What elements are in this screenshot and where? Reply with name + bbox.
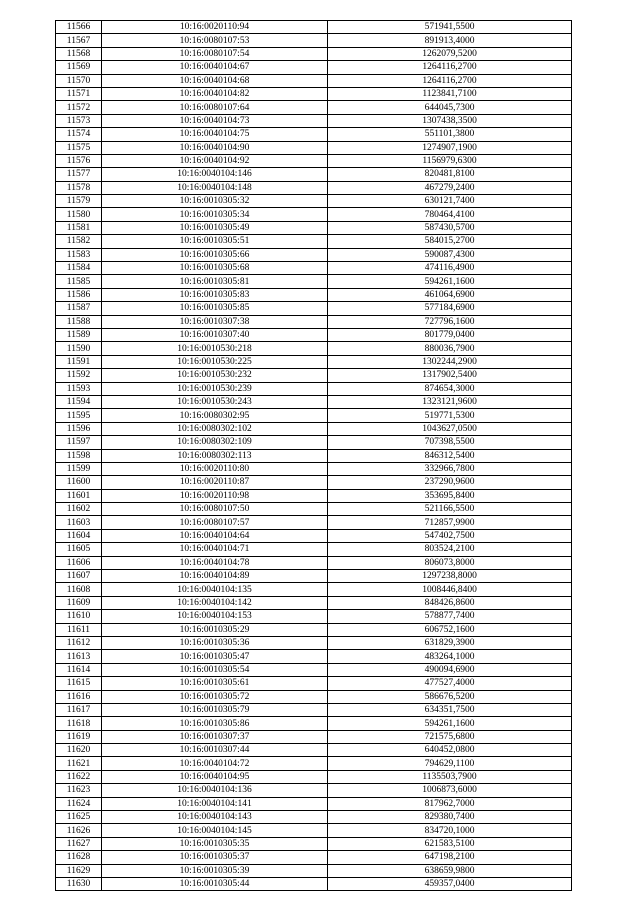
row-number-cell: 11605 [56, 543, 102, 556]
cadastral-number-cell: 10:16:0040104:90 [102, 141, 328, 154]
table-row [56, 462, 572, 475]
cadastral-number-cell: 10:16:0010307:37 [102, 730, 328, 743]
table-row [56, 21, 572, 34]
value-cell: 834720,1000 [328, 824, 572, 837]
row-number-cell: 11613 [56, 650, 102, 663]
table-row [56, 101, 572, 114]
table-row [56, 623, 572, 636]
table-row [56, 556, 572, 569]
cadastral-number-cell: 10:16:0040104:71 [102, 543, 328, 556]
cadastral-number-cell: 10:16:0020110:87 [102, 476, 328, 489]
row-number-cell: 11598 [56, 449, 102, 462]
cadastral-number-cell: 10:16:0010305:68 [102, 262, 328, 275]
table-row [56, 262, 572, 275]
value-cell: 794629,1100 [328, 757, 572, 770]
value-cell: 606752,1600 [328, 623, 572, 636]
table-row [56, 784, 572, 797]
row-number-cell: 11583 [56, 248, 102, 261]
cadastral-number-cell: 10:16:0040104:135 [102, 583, 328, 596]
row-number-cell: 11596 [56, 422, 102, 435]
row-number-cell: 11580 [56, 208, 102, 221]
row-number-cell: 11584 [56, 262, 102, 275]
value-cell: 474116,4900 [328, 262, 572, 275]
table-row [56, 409, 572, 422]
value-cell: 874654,3000 [328, 382, 572, 395]
value-cell: 846312,5400 [328, 449, 572, 462]
table-row [56, 355, 572, 368]
row-number-cell: 11606 [56, 556, 102, 569]
row-number-cell: 11611 [56, 623, 102, 636]
table-row [56, 811, 572, 824]
value-cell: 483264,1000 [328, 650, 572, 663]
row-number-cell: 11628 [56, 851, 102, 864]
cadastral-number-cell: 10:16:0010305:61 [102, 677, 328, 690]
table-row [56, 449, 572, 462]
value-cell: 1008446,8400 [328, 583, 572, 596]
table-row [56, 851, 572, 864]
row-number-cell: 11577 [56, 168, 102, 181]
row-number-cell: 11623 [56, 784, 102, 797]
value-cell: 891913,4000 [328, 34, 572, 47]
row-number-cell: 11618 [56, 717, 102, 730]
value-cell: 634351,7500 [328, 703, 572, 716]
value-cell: 817962,7000 [328, 797, 572, 810]
value-cell: 630121,7400 [328, 195, 572, 208]
cadastral-number-cell: 10:16:0080107:54 [102, 47, 328, 60]
data-table [55, 20, 572, 891]
row-number-cell: 11622 [56, 770, 102, 783]
row-number-cell: 11566 [56, 21, 102, 34]
value-cell: 1274907,1900 [328, 141, 572, 154]
value-cell: 631829,3900 [328, 636, 572, 649]
cadastral-number-cell: 10:16:0010307:40 [102, 328, 328, 341]
row-number-cell: 11626 [56, 824, 102, 837]
row-number-cell: 11625 [56, 811, 102, 824]
row-number-cell: 11621 [56, 757, 102, 770]
value-cell: 647198,2100 [328, 851, 572, 864]
table-row [56, 503, 572, 516]
table-row [56, 489, 572, 502]
row-number-cell: 11579 [56, 195, 102, 208]
row-number-cell: 11597 [56, 436, 102, 449]
table-row [56, 74, 572, 87]
cadastral-number-cell: 10:16:0040104:67 [102, 61, 328, 74]
row-number-cell: 11581 [56, 221, 102, 234]
row-number-cell: 11569 [56, 61, 102, 74]
table-row [56, 878, 572, 891]
table-row [56, 235, 572, 248]
value-cell: 467279,2400 [328, 181, 572, 194]
value-cell: 1156979,6300 [328, 154, 572, 167]
value-cell: 590087,4300 [328, 248, 572, 261]
cadastral-number-cell: 10:16:0010305:85 [102, 302, 328, 315]
value-cell: 587430,5700 [328, 221, 572, 234]
value-cell: 461064,6900 [328, 288, 572, 301]
value-cell: 880036,7900 [328, 342, 572, 355]
row-number-cell: 11568 [56, 47, 102, 60]
value-cell: 490094,6900 [328, 663, 572, 676]
value-cell: 644045,7300 [328, 101, 572, 114]
table-row [56, 181, 572, 194]
table-row [56, 195, 572, 208]
cadastral-number-cell: 10:16:0010305:83 [102, 288, 328, 301]
value-cell: 332966,7800 [328, 462, 572, 475]
row-number-cell: 11575 [56, 141, 102, 154]
row-number-cell: 11572 [56, 101, 102, 114]
row-number-cell: 11608 [56, 583, 102, 596]
table-row [56, 168, 572, 181]
row-number-cell: 11619 [56, 730, 102, 743]
row-number-cell: 11604 [56, 529, 102, 542]
row-number-cell: 11614 [56, 663, 102, 676]
row-number-cell: 11609 [56, 596, 102, 609]
cadastral-number-cell: 10:16:0040104:64 [102, 529, 328, 542]
value-cell: 1317902,5400 [328, 369, 572, 382]
value-cell: 459357,0400 [328, 878, 572, 891]
table-row [56, 154, 572, 167]
value-cell: 353695,8400 [328, 489, 572, 502]
table-row [56, 208, 572, 221]
table-body [56, 21, 572, 891]
row-number-cell: 11587 [56, 302, 102, 315]
table-row [56, 663, 572, 676]
value-cell: 801779,0400 [328, 328, 572, 341]
value-cell: 1302244,2900 [328, 355, 572, 368]
cadastral-number-cell: 10:16:0010305:54 [102, 663, 328, 676]
row-number-cell: 11594 [56, 395, 102, 408]
row-number-cell: 11615 [56, 677, 102, 690]
cadastral-number-cell: 10:16:0080107:64 [102, 101, 328, 114]
cadastral-number-cell: 10:16:0040104:143 [102, 811, 328, 824]
table-row [56, 570, 572, 583]
value-cell: 638659,9800 [328, 864, 572, 877]
table-row [56, 315, 572, 328]
value-cell: 1043627,0500 [328, 422, 572, 435]
row-number-cell: 11590 [56, 342, 102, 355]
row-number-cell: 11624 [56, 797, 102, 810]
cadastral-number-cell: 10:16:0080107:57 [102, 516, 328, 529]
table-row [56, 395, 572, 408]
cadastral-number-cell: 10:16:0080302:102 [102, 422, 328, 435]
value-cell: 594261,1600 [328, 717, 572, 730]
table-row [56, 302, 572, 315]
cadastral-number-cell: 10:16:0010305:72 [102, 690, 328, 703]
value-cell: 594261,1600 [328, 275, 572, 288]
cadastral-number-cell: 10:16:0080107:53 [102, 34, 328, 47]
cadastral-number-cell: 10:16:0080107:50 [102, 503, 328, 516]
cadastral-number-cell: 10:16:0010305:29 [102, 623, 328, 636]
cadastral-number-cell: 10:16:0010305:81 [102, 275, 328, 288]
table-row [56, 757, 572, 770]
table-row [56, 382, 572, 395]
row-number-cell: 11627 [56, 837, 102, 850]
table-row [56, 744, 572, 757]
cadastral-number-cell: 10:16:0010305:79 [102, 703, 328, 716]
row-number-cell: 11582 [56, 235, 102, 248]
cadastral-number-cell: 10:16:0040104:73 [102, 114, 328, 127]
cadastral-number-cell: 10:16:0040104:68 [102, 74, 328, 87]
cadastral-number-cell: 10:16:0040104:146 [102, 168, 328, 181]
cadastral-number-cell: 10:16:0040104:72 [102, 757, 328, 770]
cadastral-number-cell: 10:16:0010530:232 [102, 369, 328, 382]
table-row [56, 730, 572, 743]
value-cell: 237290,9600 [328, 476, 572, 489]
value-cell: 577184,6900 [328, 302, 572, 315]
table-row [56, 288, 572, 301]
table-row [56, 837, 572, 850]
table-row [56, 436, 572, 449]
cadastral-number-cell: 10:16:0040104:145 [102, 824, 328, 837]
cadastral-number-cell: 10:16:0040104:95 [102, 770, 328, 783]
value-cell: 521166,5500 [328, 503, 572, 516]
value-cell: 578877,7400 [328, 610, 572, 623]
row-number-cell: 11620 [56, 744, 102, 757]
table-row [56, 516, 572, 529]
value-cell: 820481,8100 [328, 168, 572, 181]
cadastral-number-cell: 10:16:0010530:243 [102, 395, 328, 408]
row-number-cell: 11574 [56, 128, 102, 141]
table-row [56, 650, 572, 663]
value-cell: 519771,5300 [328, 409, 572, 422]
cadastral-number-cell: 10:16:0040104:142 [102, 596, 328, 609]
row-number-cell: 11612 [56, 636, 102, 649]
value-cell: 727796,1600 [328, 315, 572, 328]
cadastral-number-cell: 10:16:0010305:34 [102, 208, 328, 221]
cadastral-number-cell: 10:16:0010307:44 [102, 744, 328, 757]
value-cell: 1323121,9600 [328, 395, 572, 408]
cadastral-number-cell: 10:16:0010307:38 [102, 315, 328, 328]
cadastral-number-cell: 10:16:0040104:136 [102, 784, 328, 797]
table-row [56, 114, 572, 127]
value-cell: 1264116,2700 [328, 61, 572, 74]
cadastral-number-cell: 10:16:0040104:92 [102, 154, 328, 167]
table-row [56, 797, 572, 810]
cadastral-number-cell: 10:16:0010305:66 [102, 248, 328, 261]
table-row [56, 583, 572, 596]
table-row [56, 128, 572, 141]
value-cell: 1135503,7900 [328, 770, 572, 783]
value-cell: 1297238,8000 [328, 570, 572, 583]
table-row [56, 369, 572, 382]
value-cell: 1123841,7100 [328, 87, 572, 100]
value-cell: 1264116,2700 [328, 74, 572, 87]
row-number-cell: 11617 [56, 703, 102, 716]
cadastral-number-cell: 10:16:0020110:94 [102, 21, 328, 34]
table-row [56, 690, 572, 703]
table-row [56, 248, 572, 261]
cadastral-number-cell: 10:16:0020110:80 [102, 462, 328, 475]
row-number-cell: 11595 [56, 409, 102, 422]
value-cell: 707398,5500 [328, 436, 572, 449]
table-row [56, 275, 572, 288]
table-row [56, 342, 572, 355]
row-number-cell: 11573 [56, 114, 102, 127]
cadastral-number-cell: 10:16:0010305:36 [102, 636, 328, 649]
cadastral-number-cell: 10:16:0040104:89 [102, 570, 328, 583]
value-cell: 586676,5200 [328, 690, 572, 703]
cadastral-number-cell: 10:16:0080302:95 [102, 409, 328, 422]
table-row [56, 34, 572, 47]
table-row [56, 87, 572, 100]
table-row [56, 476, 572, 489]
value-cell: 721575,6800 [328, 730, 572, 743]
value-cell: 780464,4100 [328, 208, 572, 221]
row-number-cell: 11585 [56, 275, 102, 288]
cadastral-number-cell: 10:16:0040104:75 [102, 128, 328, 141]
value-cell: 547402,7500 [328, 529, 572, 542]
cadastral-number-cell: 10:16:0010305:47 [102, 650, 328, 663]
table-row [56, 677, 572, 690]
row-number-cell: 11586 [56, 288, 102, 301]
cadastral-number-cell: 10:16:0040104:78 [102, 556, 328, 569]
table-row [56, 47, 572, 60]
value-cell: 640452,0800 [328, 744, 572, 757]
value-cell: 621583,5100 [328, 837, 572, 850]
cadastral-number-cell: 10:16:0040104:141 [102, 797, 328, 810]
row-number-cell: 11571 [56, 87, 102, 100]
cadastral-number-cell: 10:16:0010305:51 [102, 235, 328, 248]
value-cell: 551101,3800 [328, 128, 572, 141]
row-number-cell: 11610 [56, 610, 102, 623]
row-number-cell: 11629 [56, 864, 102, 877]
row-number-cell: 11630 [56, 878, 102, 891]
row-number-cell: 11578 [56, 181, 102, 194]
row-number-cell: 11567 [56, 34, 102, 47]
cadastral-number-cell: 10:16:0010305:32 [102, 195, 328, 208]
table-row [56, 221, 572, 234]
value-cell: 571941,5500 [328, 21, 572, 34]
row-number-cell: 11602 [56, 503, 102, 516]
row-number-cell: 11603 [56, 516, 102, 529]
row-number-cell: 11591 [56, 355, 102, 368]
cadastral-number-cell: 10:16:0010305:86 [102, 717, 328, 730]
value-cell: 1262079,5200 [328, 47, 572, 60]
table-row [56, 529, 572, 542]
cadastral-number-cell: 10:16:0010305:39 [102, 864, 328, 877]
table-row [56, 717, 572, 730]
table-row [56, 610, 572, 623]
value-cell: 1307438,3500 [328, 114, 572, 127]
table-row [56, 703, 572, 716]
cadastral-number-cell: 10:16:0010530:239 [102, 382, 328, 395]
table-row [56, 328, 572, 341]
table-row [56, 596, 572, 609]
cadastral-number-cell: 10:16:0040104:148 [102, 181, 328, 194]
cadastral-number-cell: 10:16:0010305:37 [102, 851, 328, 864]
row-number-cell: 11570 [56, 74, 102, 87]
table-row [56, 141, 572, 154]
cadastral-number-cell: 10:16:0040104:82 [102, 87, 328, 100]
value-cell: 829380,7400 [328, 811, 572, 824]
value-cell: 712857,9900 [328, 516, 572, 529]
value-cell: 806073,8000 [328, 556, 572, 569]
row-number-cell: 11607 [56, 570, 102, 583]
cadastral-number-cell: 10:16:0020110:98 [102, 489, 328, 502]
value-cell: 848426,8600 [328, 596, 572, 609]
value-cell: 1006873,6000 [328, 784, 572, 797]
cadastral-number-cell: 10:16:0010530:225 [102, 355, 328, 368]
table-row [56, 61, 572, 74]
value-cell: 803524,2100 [328, 543, 572, 556]
row-number-cell: 11589 [56, 328, 102, 341]
table-row [56, 824, 572, 837]
table-row [56, 422, 572, 435]
row-number-cell: 11600 [56, 476, 102, 489]
cadastral-number-cell: 10:16:0010305:49 [102, 221, 328, 234]
row-number-cell: 11576 [56, 154, 102, 167]
row-number-cell: 11592 [56, 369, 102, 382]
table-row [56, 770, 572, 783]
row-number-cell: 11601 [56, 489, 102, 502]
row-number-cell: 11593 [56, 382, 102, 395]
value-cell: 477527,4000 [328, 677, 572, 690]
cadastral-number-cell: 10:16:0080302:113 [102, 449, 328, 462]
cadastral-number-cell: 10:16:0010305:35 [102, 837, 328, 850]
row-number-cell: 11588 [56, 315, 102, 328]
row-number-cell: 11599 [56, 462, 102, 475]
table-row [56, 543, 572, 556]
value-cell: 584015,2700 [328, 235, 572, 248]
table-row [56, 636, 572, 649]
table-row [56, 864, 572, 877]
row-number-cell: 11616 [56, 690, 102, 703]
cadastral-number-cell: 10:16:0010305:44 [102, 878, 328, 891]
cadastral-number-cell: 10:16:0040104:153 [102, 610, 328, 623]
cadastral-number-cell: 10:16:0080302:109 [102, 436, 328, 449]
cadastral-number-cell: 10:16:0010530:218 [102, 342, 328, 355]
